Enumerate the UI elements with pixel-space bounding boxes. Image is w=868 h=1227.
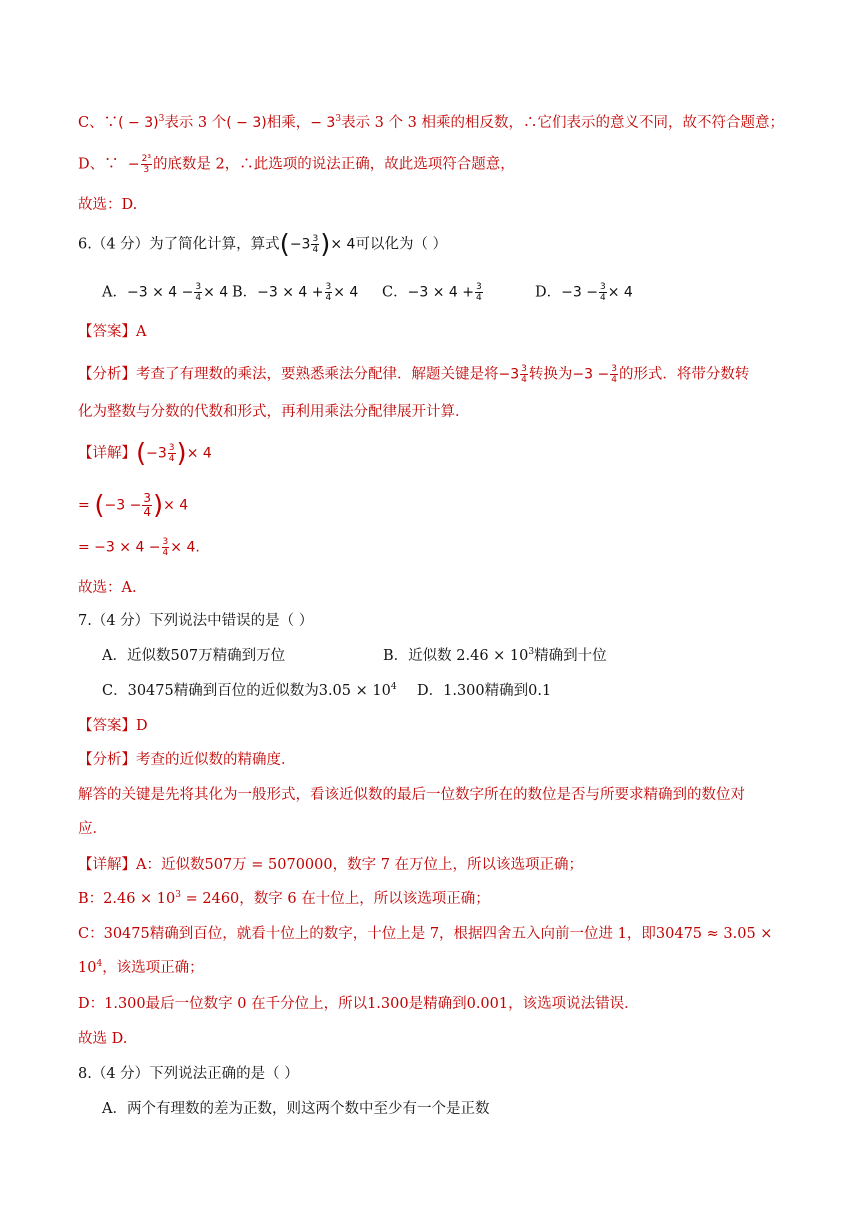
q6-analysis-line2: 化为整数与分数的代数和形式，再利用乘法分配律展开计算．: [78, 404, 470, 420]
numerator: 3: [521, 364, 527, 374]
fraction: [142, 492, 152, 519]
q6-analysis-line1: [78, 364, 749, 385]
numerator: 3: [168, 443, 175, 453]
text: 【分析】考查了有理数的乘法，要熟悉乘法分配律．解题关键是将: [78, 366, 499, 383]
text: 【详解】: [78, 445, 136, 462]
fraction: [520, 364, 528, 385]
math-expr: −3: [289, 236, 311, 253]
q8-stem: 8.（4 分）下列说法正确的是（ ）: [78, 1066, 299, 1082]
q7-analysis-line3: 应．: [78, 821, 107, 837]
text: 表示 3 个: [164, 115, 227, 131]
q6-stem: [78, 229, 448, 260]
denominator: 4: [312, 245, 319, 255]
text: 相乘，: [266, 115, 311, 131]
math-expr: × 4: [607, 284, 633, 301]
text: 的底数是 2，∴此选项的说法正确，故此选项符合题意，: [152, 156, 515, 173]
math-expr: −3: [146, 445, 167, 462]
math-expr: =: [78, 497, 90, 514]
fraction: [475, 282, 483, 303]
q6-conclusion: 故选：A.: [78, 580, 137, 596]
paren: (: [279, 229, 290, 260]
paren: ): [176, 438, 187, 469]
numerator: 3: [611, 364, 617, 374]
paren: ): [320, 229, 331, 260]
q7-analysis: 【分析】考查的近似数的精确度．: [78, 752, 296, 768]
math-expr: × 4.: [170, 539, 200, 556]
fraction: [168, 443, 176, 464]
q7-stem: 7.（4 分）下列说法中错误的是（ ）: [78, 613, 314, 629]
math-expr: −3 −: [572, 366, 610, 383]
denominator: 4: [143, 505, 151, 519]
numerator: 3: [195, 282, 202, 292]
q6-detail-line2: [78, 492, 188, 519]
q7-detail-c2: [78, 958, 204, 978]
text: 10: [78, 960, 97, 976]
numerator: 3: [162, 537, 169, 547]
math-expr: = −3 × 4 −: [78, 539, 161, 556]
q7-detail-a: 【详解】A：近似数507万 = 5070000，数字 7 在万位上，所以该选项正确；: [78, 857, 584, 873]
denominator: 4: [168, 454, 175, 464]
math-expr: − 3: [310, 115, 336, 131]
exponent: 4: [390, 682, 397, 693]
denominator: 4: [599, 293, 606, 303]
option-label: C．: [382, 284, 408, 301]
numerator: 3: [475, 282, 482, 292]
math-expr: × 4: [186, 445, 212, 462]
exponent: 3: [175, 890, 181, 901]
q5-conclusion: 故选：D.: [78, 197, 138, 213]
text: C、∵: [78, 115, 119, 131]
math-expr: −3 × 4 −: [126, 284, 194, 301]
text: B．近似数 2.46 × 10: [383, 648, 529, 664]
exponent: 3: [335, 114, 342, 125]
text: 精确到十位: [534, 648, 607, 664]
text: D、∵: [78, 156, 119, 173]
fraction: [610, 364, 618, 385]
numerator: 3: [312, 234, 319, 244]
text: 表示 3 个 3 相乘的相反数，∴它们表示的意义不同，故不符合题意；: [341, 115, 784, 131]
option-label: A．: [102, 284, 127, 301]
q7-detail-c1: C：30475精确到百位，就看十位上的数字，十位上是 7，根据四舍五入向前一位进 1，即30475 ≈ 3.05 ×: [78, 926, 773, 942]
fraction: [325, 282, 333, 303]
numerator: 3: [143, 491, 151, 505]
text: 6.（4 分）为了简化计算，算式: [78, 236, 280, 253]
math-expr: × 4: [163, 497, 189, 514]
paren: (: [94, 490, 105, 521]
q5-option-d-explanation: [78, 154, 515, 175]
math-expr: ( − 3): [226, 115, 267, 131]
denominator: 4: [611, 375, 617, 385]
exponent: 3: [158, 114, 165, 125]
q7-analysis-line2: 解答的关键是先将其化为一般形式，看该近似数的最后一位数字所在的数位是否与所要求精确到的数位对: [78, 787, 745, 803]
math-expr: −3 × 4 +: [257, 284, 324, 301]
q7-option-c: [102, 681, 397, 701]
numerator: 2³: [141, 154, 151, 164]
denominator: 4: [325, 293, 332, 303]
text: 的形式．将带分数转: [618, 366, 750, 383]
option-label: B．: [232, 284, 258, 301]
option-label: D．: [535, 284, 562, 301]
math-expr: −3 −: [104, 497, 142, 514]
fraction: [162, 537, 170, 558]
numerator: 3: [325, 282, 332, 292]
q6-detail-line1: [78, 438, 212, 469]
math-expr: × 4: [330, 236, 356, 253]
q7-option-a: A．近似数507万精确到万位: [102, 648, 286, 664]
q7-detail-b: [78, 889, 490, 909]
math-expr: × 4: [203, 284, 229, 301]
q7-option-b: [383, 646, 607, 666]
fraction: [194, 282, 202, 303]
math-expr: × 4: [333, 284, 359, 301]
q7-answer: 【答案】D: [78, 718, 148, 734]
fraction: [141, 154, 152, 175]
paren: ): [152, 490, 164, 521]
q6-option-a: [102, 282, 228, 303]
q6-option-c: [382, 282, 484, 303]
q7-option-d: D．1.300精确到0.1: [417, 683, 552, 699]
fraction: [599, 282, 607, 303]
denominator: 4: [521, 375, 527, 385]
q5-option-c-explanation: [78, 113, 784, 133]
denominator: 4: [475, 293, 482, 303]
fraction: [311, 234, 319, 255]
q7-detail-d: D：1.300最后一位数字 0 在千分位上，所以1.300是精确到0.001，该选项说法错误．: [78, 996, 639, 1012]
q7-conclusion: 故选 D.: [78, 1031, 128, 1047]
text: 转换为: [528, 366, 573, 383]
math-expr: ( − 3): [118, 115, 159, 131]
numerator: 3: [599, 282, 606, 292]
text: B：2.46 × 10: [78, 891, 176, 907]
text: = 2460，数字 6 在十位上，所以该选项正确；: [181, 891, 490, 907]
denominator: 4: [162, 548, 169, 558]
denominator: 3: [143, 165, 150, 175]
text: ，该选项正确；: [102, 960, 204, 976]
math-expr: −3: [498, 366, 520, 383]
paren: (: [136, 438, 147, 469]
q6-option-d: [535, 282, 633, 303]
text: 可以化为（ ）: [355, 236, 448, 253]
exponent: 3: [528, 647, 535, 658]
text: C．30475精确到百位的近似数为3.05 × 10: [102, 683, 391, 699]
math-expr: −3 −: [561, 284, 598, 301]
math-expr: −3 × 4 +: [407, 284, 474, 301]
q6-option-b: [232, 282, 358, 303]
q6-answer: 【答案】A: [78, 324, 147, 340]
q6-detail-line3: [78, 537, 200, 558]
denominator: 4: [195, 293, 202, 303]
q8-option-a: A．两个有理数的差为正数，则这两个数中至少有一个是正数: [102, 1101, 490, 1117]
math-expr: −: [127, 156, 140, 173]
exponent: 4: [96, 959, 103, 970]
